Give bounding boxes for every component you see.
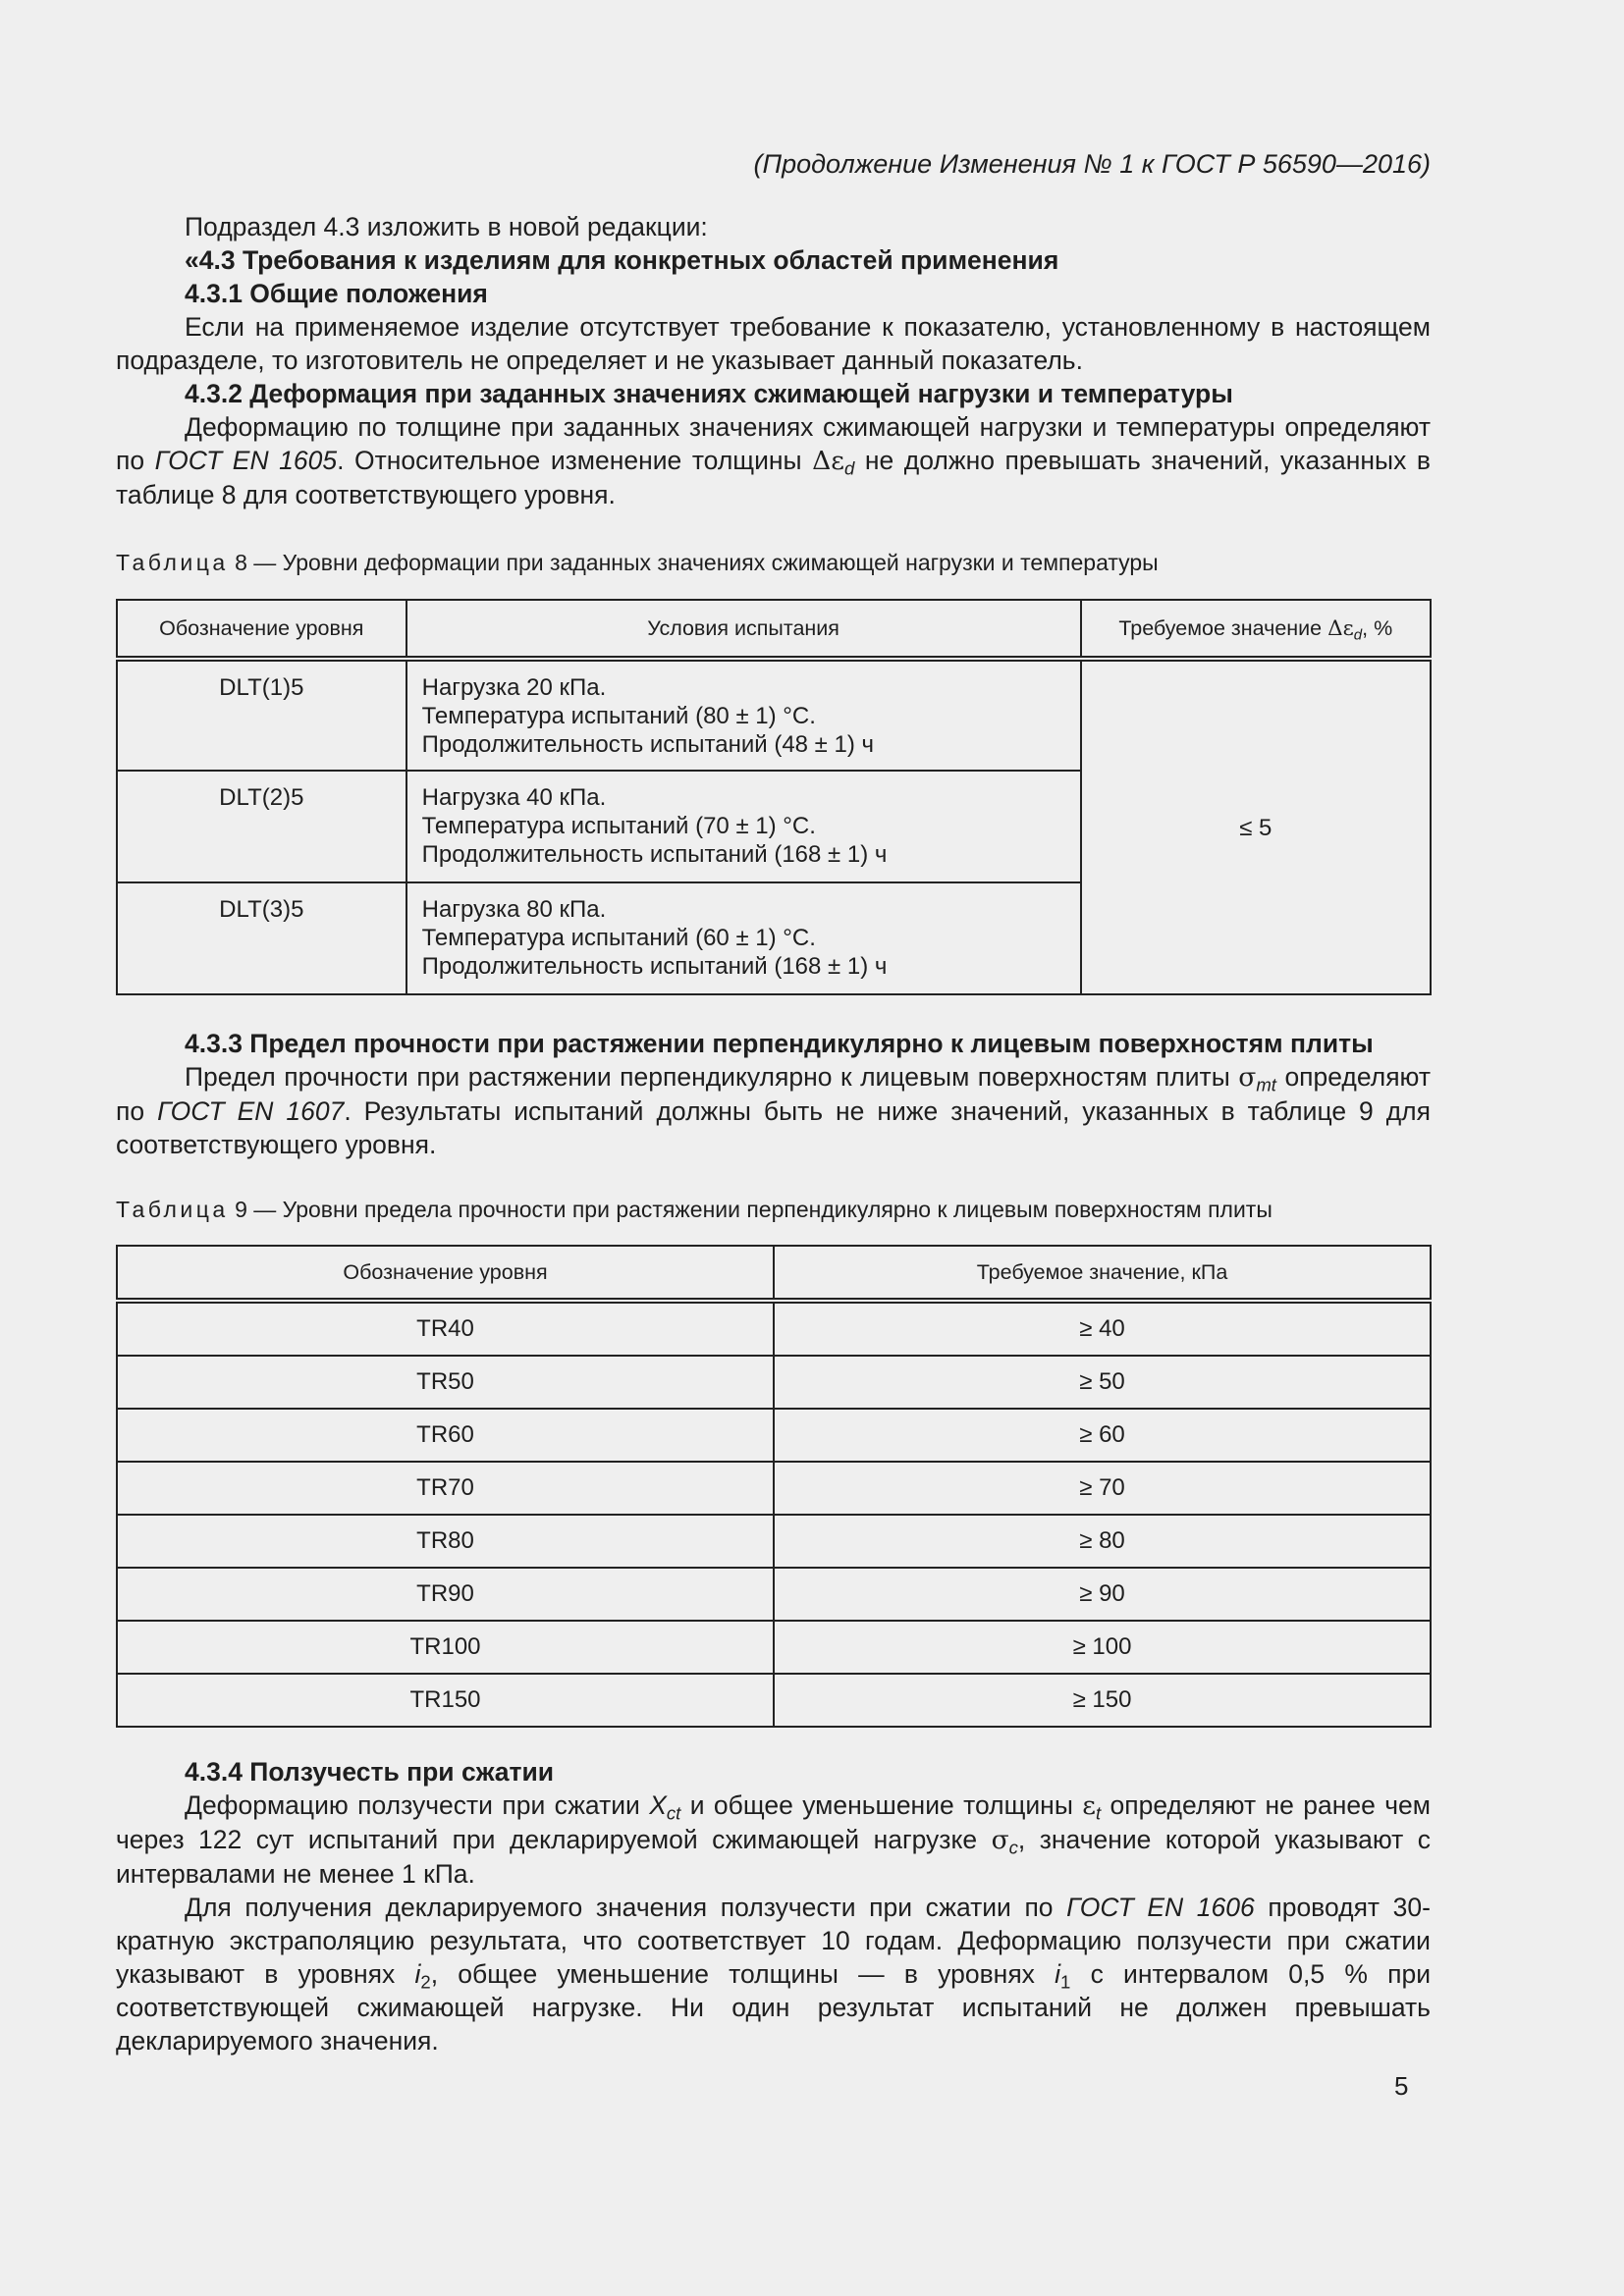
level-cell: TR50 — [117, 1356, 774, 1409]
value-cell: ≥ 100 — [774, 1621, 1431, 1674]
value-cell: ≥ 50 — [774, 1356, 1431, 1409]
value-cell: ≥ 40 — [774, 1301, 1431, 1356]
level-cell: TR70 — [117, 1462, 774, 1515]
running-header: (Продолжение Изменения № 1 к ГОСТ Р 56590—2016) — [753, 149, 1431, 179]
table-row — [117, 1301, 1431, 1356]
level-cell: DLT(3)5 — [117, 882, 406, 994]
section-4-3-3-paragraph: Предел прочности при растяжении перпендикулярно к лицевым поверхностям плиты $\sigma_{mt}$ определяют по ГОСТ EN 1607. Результаты испытаний должны быть не ниже значений, указанных в таблице 9 для соответствующего уровня. — [116, 1062, 1431, 1159]
table-header-row — [117, 600, 1431, 659]
table-row — [117, 1674, 1431, 1727]
level-cell: TR150 — [117, 1674, 774, 1727]
level-cell: TR60 — [117, 1409, 774, 1462]
value-cell: ≥ 150 — [774, 1674, 1431, 1727]
section-4-3-4-heading: 4.3.4 Ползучесть при сжатии — [185, 1757, 555, 1787]
level-cell: TR40 — [117, 1301, 774, 1356]
standard-ref: ГОСТ EN 1607 — [157, 1096, 345, 1126]
level-cell: DLT(2)5 — [117, 771, 406, 882]
table-8-caption: Таблица 8 — Уровни деформации при заданных значениях сжимающей нагрузки и температуры — [116, 550, 1159, 575]
table-row — [117, 1409, 1431, 1462]
column-header: Требуемое значение, кПа — [774, 1246, 1431, 1301]
page-number: 5 — [1394, 2071, 1409, 2101]
conditions-cell: Нагрузка 40 кПа. Температура испытаний (70 ± 1) °С. Продолжительность испытаний (168 ± 1) ч — [406, 771, 1081, 882]
section-4-3-1-paragraph: Если на применяемое изделие отсутствует требование к показателю, установленному в настоящем подразделе, то изготовитель не определяет и не указывает данный показатель. — [116, 312, 1431, 375]
conditions-cell: Нагрузка 20 кПа. Температура испытаний (80 ± 1) °С. Продолжительность испытаний (48 ± 1) ч — [406, 659, 1081, 771]
required-value-cell: ≤ 5 — [1081, 659, 1431, 994]
section-4-3-4-paragraph-1: Деформацию ползучести при сжатии $X_{ct}$ и общее уменьшение толщины $\varepsilon_t$ определяют не ранее чем через 122 сут испытаний при декларируемой сжимающей нагрузке $\sigma_c$, значение которой указывают с интервалами не менее 1 кПа. — [116, 1790, 1431, 1889]
standard-ref: ГОСТ EN 1605 — [154, 446, 338, 475]
column-header: Требуемое значение $\Delta\varepsilon_d$, % — [1081, 600, 1431, 659]
value-cell: ≥ 90 — [774, 1568, 1431, 1621]
table-8 — [116, 599, 1432, 995]
value-cell: ≥ 70 — [774, 1462, 1431, 1515]
column-header: Обозначение уровня — [117, 1246, 774, 1301]
column-header: Условия испытания — [406, 600, 1081, 659]
value-cell: ≥ 60 — [774, 1409, 1431, 1462]
section-4-3-2-paragraph: Деформацию по толщине при заданных значениях сжимающей нагрузки и температуры определяют по ГОСТ EN 1605. Относительное изменение толщины $\Delta\varepsilon_d$ не должно превышать значений, указанных в таблице 8 для соответствующего уровня. — [116, 412, 1431, 509]
section-4-3-2-heading: 4.3.2 Деформация при заданных значениях сжимающей нагрузки и температуры — [185, 379, 1233, 408]
table-header-row — [117, 1246, 1431, 1301]
section-4-3-heading: «4.3 Требования к изделиям для конкретных областей применения — [185, 245, 1059, 275]
table-9 — [116, 1245, 1432, 1728]
column-header: Обозначение уровня — [117, 600, 406, 659]
level-cell: TR80 — [117, 1515, 774, 1568]
section-4-3-4-paragraph-2: Для получения декларируемого значения ползучести при сжатии по ГОСТ EN 1606 проводят 30-кратную экстраполяцию результата, что соответствует 10 годам. Деформацию ползучести при сжатии указывают в уровнях $i_2$, общее уменьшение толщины — в уровнях $i_1$ с интервалом 0,5 % при соответствующей сжимающей нагрузке. Ни один результат испытаний не должен превышать декларируемого значения. — [116, 1893, 1432, 2056]
table-row — [117, 1462, 1431, 1515]
section-4-3-1-heading: 4.3.1 Общие положения — [185, 279, 488, 308]
conditions-cell: Нагрузка 80 кПа. Температура испытаний (60 ± 1) °С. Продолжительность испытаний (168 ± 1) ч — [406, 882, 1081, 994]
level-cell: TR90 — [117, 1568, 774, 1621]
table-row — [117, 1621, 1431, 1674]
standard-ref: ГОСТ EN 1606 — [1066, 1893, 1255, 1922]
value-cell: ≥ 80 — [774, 1515, 1431, 1568]
intro-text: Подраздел 4.3 изложить в новой редакции: — [185, 212, 708, 241]
table-row — [117, 1356, 1431, 1409]
table-row — [117, 1568, 1431, 1621]
level-cell: DLT(1)5 — [117, 659, 406, 771]
table-row — [117, 1515, 1431, 1568]
table-9-caption: Таблица 9 — Уровни предела прочности при растяжении перпендикулярно к лицевым поверхностям плиты — [116, 1197, 1272, 1222]
table-row — [117, 659, 1431, 771]
section-4-3-3-heading: 4.3.3 Предел прочности при растяжении перпендикулярно к лицевым поверхностям плиты — [185, 1029, 1374, 1058]
level-cell: TR100 — [117, 1621, 774, 1674]
